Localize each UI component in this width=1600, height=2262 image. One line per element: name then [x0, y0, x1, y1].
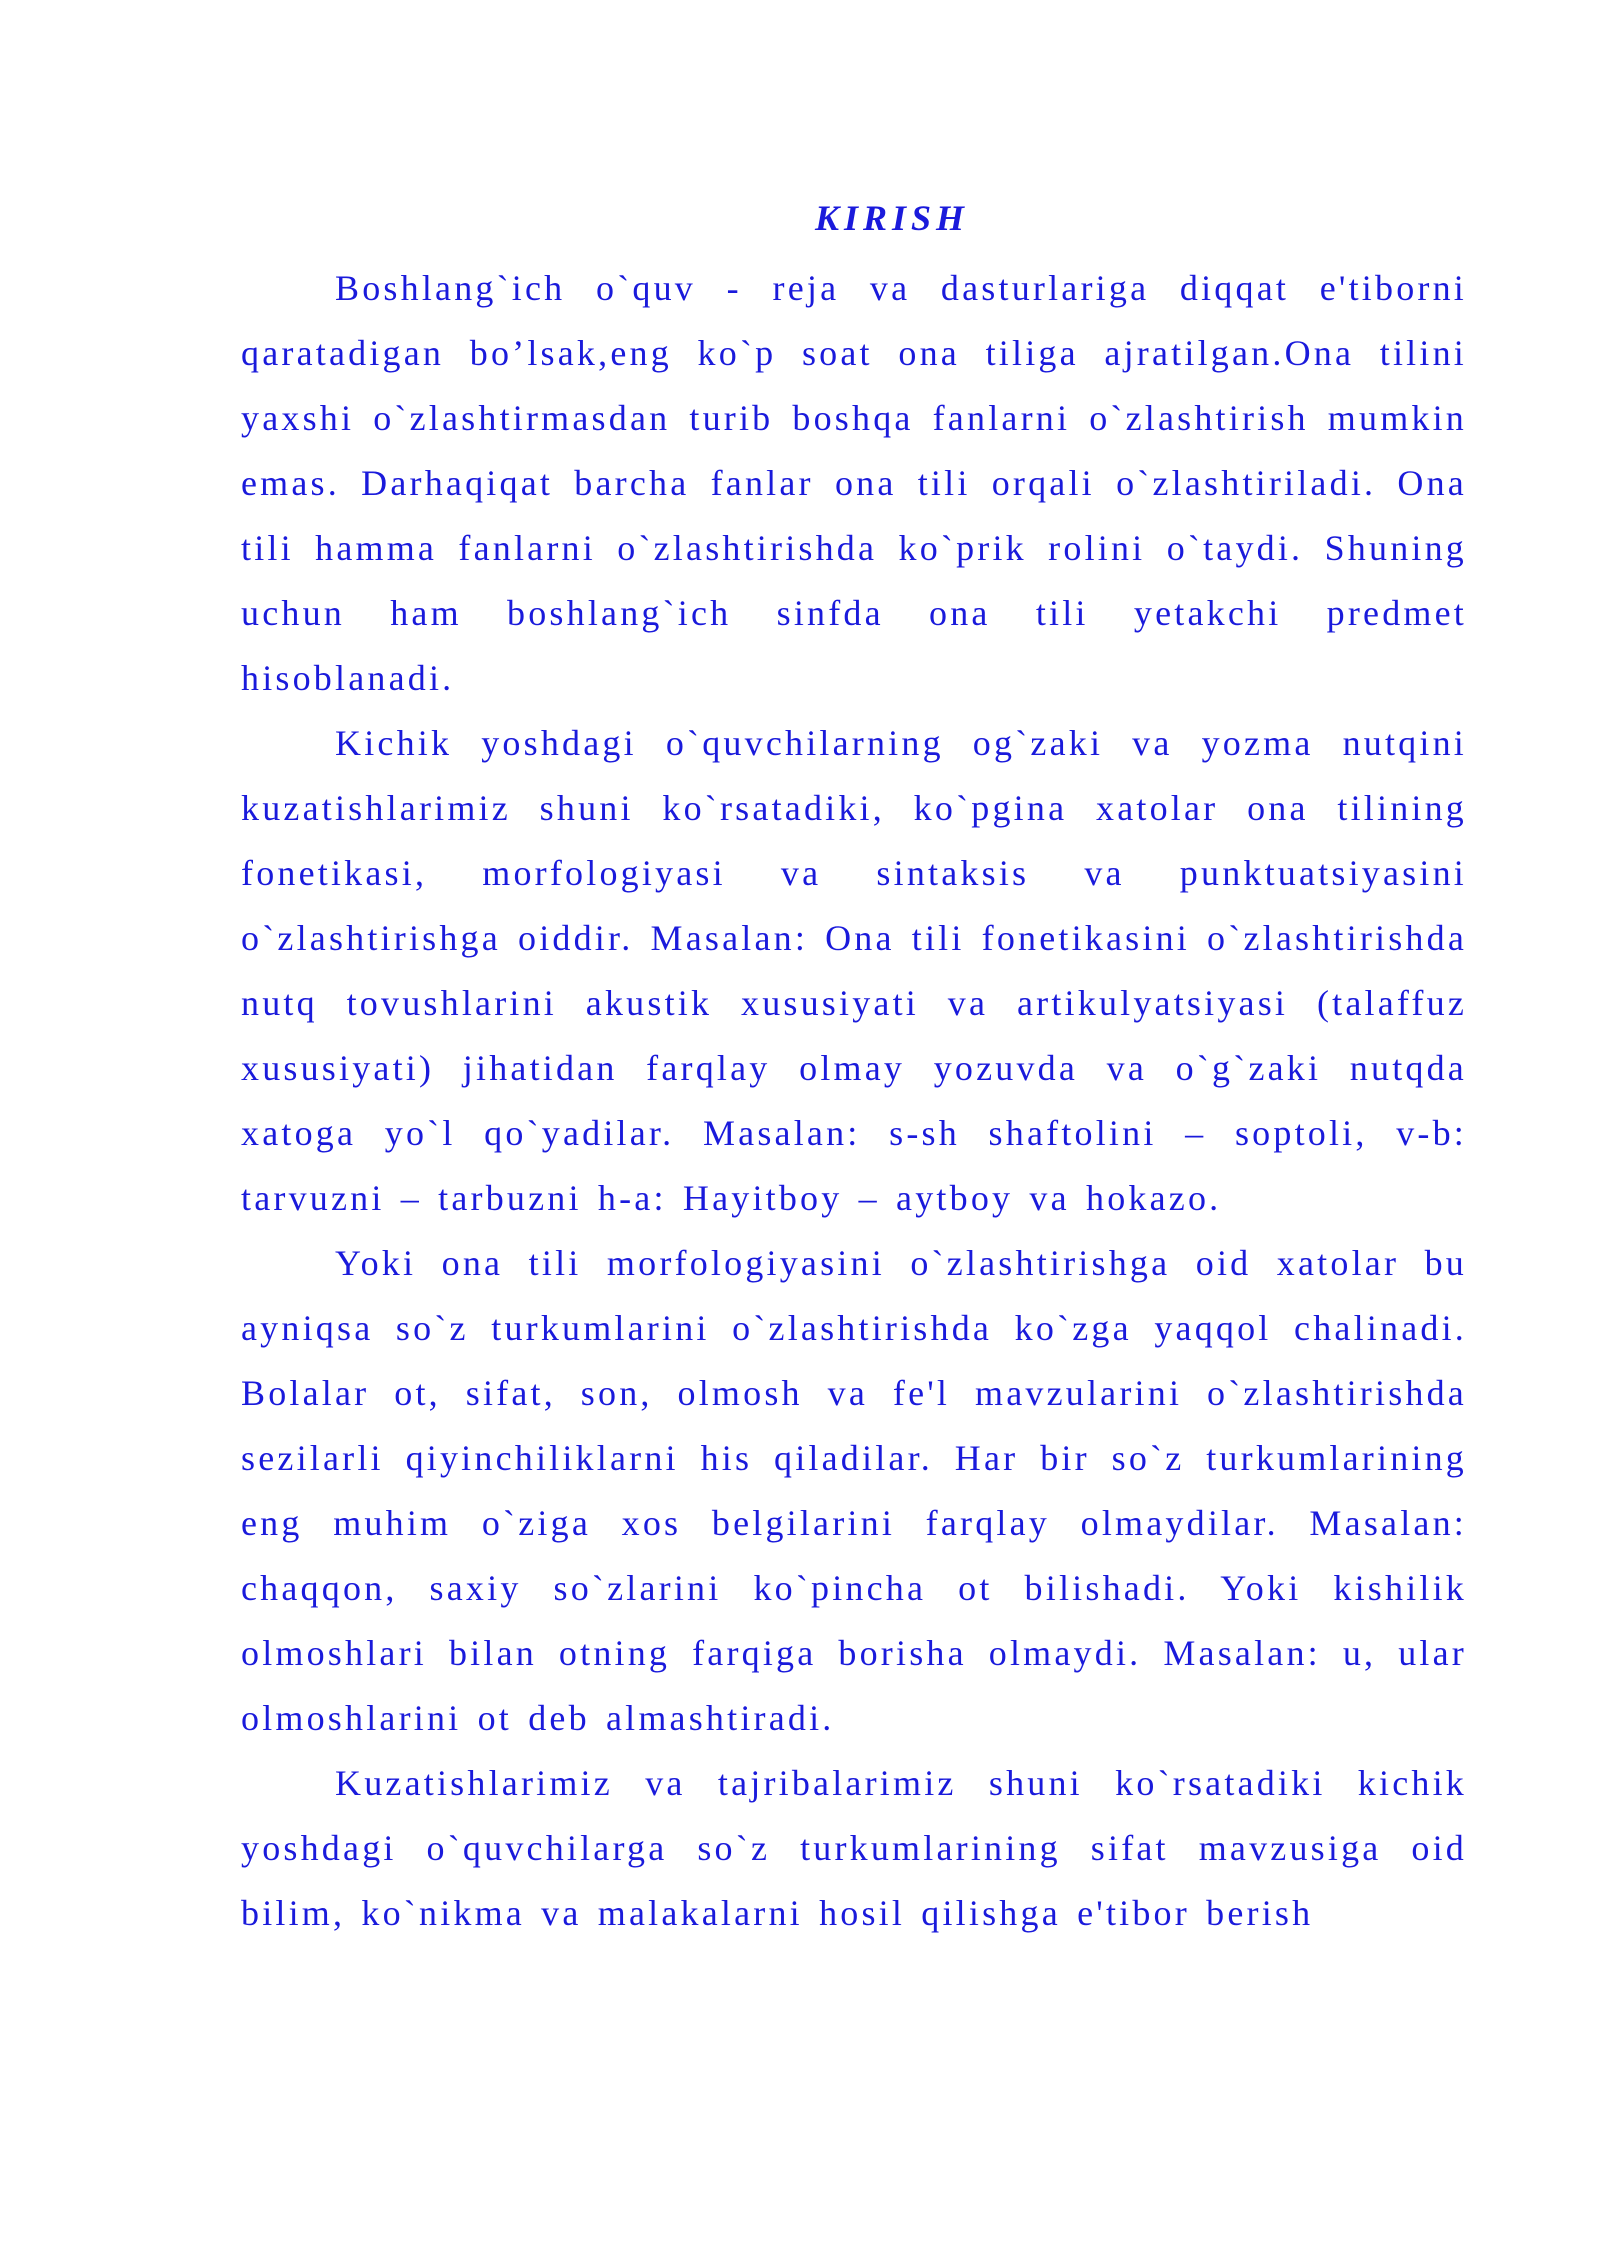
- paragraph-1: Boshlang`ich o`quv - reja va dasturlariga diqqat e'tiborni qaratadigan bo’lsak,eng ko`p soat ona tiliga ajratilgan.Ona tilini yaxshi o`zlashtirmasdan turib boshqa fanlarni o`zlashtirish mumkin emas. Darhaqiqat barcha fanlar ona tili orqali o`zlashtiriladi. Ona tili hamma fanlarni o`zlashtirishda ko`prik rolini o`taydi. Shuning uchun ham boshlang`ich sinfda ona tili yetakchi predmet hisoblanadi.: [241, 268, 1467, 698]
- paragraph-2: Kichik yoshdagi o`quvchilarning og`zaki va yozma nutqini kuzatishlarimiz shuni ko`rsatadiki, ko`pgina xatolar ona tilining fonetikasi, morfologiyasi va sintaksis va punktuatsiyasini o`zlashtirishga oiddir. Masalan: Ona tili fonetikasini o`zlashtirishda nutq tovushlarini akustik xususiyati va artikulyatsiyasi (talaffuz xususiyati) jihatidan farqlay olmay yozuvda va o`g`zaki nutqda xatoga yo`l qo`yadilar. Masalan: s-sh shaftolini – soptoli, v-b: tarvuzni – tarbuzni h-a: Hayitboy – aytboy va hokazo.: [241, 723, 1467, 1218]
- paragraph-3: Yoki ona tili morfologiyasini o`zlashtirishga oid xatolar bu ayniqsa so`z turkumlarini o`zlashtirishda ko`zga yaqqol chalinadi. Bolalar ot, sifat, son, olmosh va fe'l mavzularini o`zlashtirishda sezilarli qiyinchiliklarni his qiladilar. Har bir so`z turkumlarining eng muhim o`ziga xos belgilarini farqlay olmaydilar. Masalan: chaqqon, saxiy so`zlarini ko`pincha ot bilishadi. Yoki kishilik olmoshlari bilan otning farqiga borisha olmaydi. Masalan: u, ular olmoshlarini ot deb almashtiradi.: [241, 1243, 1467, 1738]
- paragraph-4: Kuzatishlarimiz va tajribalarimiz shuni ko`rsatadiki kichik yoshdagi o`quvchilarga so`z turkumlarining sifat mavzusiga oid bilim, ko`nikma va malakalarni hosil qilishga e'tibor berish: [241, 1763, 1467, 1933]
- document-body: [241, 188, 1467, 1946]
- page-title: KIRISH: [814, 198, 970, 238]
